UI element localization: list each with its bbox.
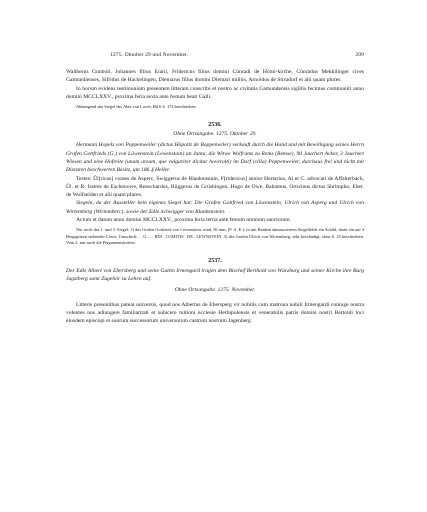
sealers: Siegeln, da der Aussteller kein eigenes Siegel hat: Die Grafen Gottfried von Löwenstein, Ulrich von Asperg und Ulrich von Wirtemberg (Wirtemberc), sowie der Edle Schwigger von Blankenstein. bbox=[66, 200, 364, 215]
footnote: Nur noch das 1. und 3. Siegel: 1) des Grafen Gottfried von Löwenstein, rund, 56 mm, (F. A. E.): in mit Ranken damasciertem Siegelfelde ein Schild, darin ein auf 4 Bergspitzen stehender Löwe; Umschrift: . . G . . . RDI . COMITIS . DE . LEWNSTEIN. 3) des Grafen Ulrich von Wirtemberg, sehr beschädigt, oben S. 25 beschrieben. Vom 2. nur noch die Pergamentstreifen. bbox=[66, 227, 364, 245]
document-number-2: 2537. bbox=[208, 257, 222, 264]
seal-note: Abhangend das Siegel des Abts von Lorch, Bd 6 S. 174 beschrieben. bbox=[76, 104, 197, 110]
document-number: 2536. bbox=[208, 122, 222, 129]
charter-text: Litteris presentibus pateat universis, quod nos Albertus de Ebersperg vir nobilis cum matrona nobili Irmengardi coniuge nostra volentes nos adiungere familiaritati et subicere tuitioni ecclesie Herbipolensis et venerabilis patris domini nostri Bertoldi loci eiusdem episcopi et suorum successorum universorum castrum nostrum Jagenberg bbox=[66, 301, 364, 325]
corroboratio: In horum evidens testimonium presentem litteram conscribi et nostro ac civitatis Gamundensis sigillis fecimus communiri anno domini MCCLXXV., proxima feria sexta ante festum beati Galli. bbox=[66, 85, 364, 100]
date-line: Ohne Ortsangabe. 1275. Oktober 29. bbox=[173, 131, 257, 138]
witnesses: Testes: Ûl[ricus] comes de Asperc, Swiggerus de Blankenstain, F[ridericus] senior Hertarius, Al et C. advocati de Affalterbach, Ûl. et R. fratres de Eschenowe, Renschardus, Rûggerus de Grüsbingen, Hugo de Owe, Bahamus, Ortwinus dictus Shrimpho, Eber. de Wolfselden et alii quam plures. bbox=[66, 175, 364, 199]
witness-list: Waltherus Gunboli, Johannes filius Erarii, Fridericus filius domini Cûnradi de Hômi-kirche, Cûnradus Mekkilinger cives Gamundienses, Sifridus de Hachelingen, Diemarus filius domini Diemari militis, Arnoldus de Stirudorf et alii quam plures. bbox=[66, 69, 364, 84]
running-header bbox=[66, 52, 364, 58]
regest-2: Der Edle Albert von Ebersberg und seine Gattin Irmengard tragen dem Bischof Berthold von Würzburg und seiner Kirche ihre Burg Jagstberg samt Zugehör zu Lehen auf. bbox=[66, 267, 364, 283]
page bbox=[66, 52, 364, 325]
header-title: 1275. Oktober 29 und November. bbox=[110, 52, 189, 58]
date-line-2: Ohne Ortsangabe. 1275. November. bbox=[174, 286, 256, 293]
page-number: 399 bbox=[355, 52, 364, 58]
regest: Hermann Hopelz von Poppenweiler (dictus Höpoltz de Boppenwiler) verkauft durch die Hand und mit Bewilligung seines Herrn Grafen Gottfrieds (G.) von Löwenstein (Lewenstain) an Junta, die Witwe Wolframs zu Rems (Remse), 90 Jauchert Acker, 3 Jauchert Wiesen und eine Hofreite (unam aream, que vulgariter dicitur hoveraiti) im Dorf (villa) Poppenweiler, durchaus frei und nicht mit Diensten beschwerten Besitz, um 186 ₰ Heller. bbox=[66, 142, 364, 174]
actum: Actum et datum anno domini MCCLXXV., proxima feria tertia ante festum omnium sanctorum. bbox=[76, 217, 292, 224]
